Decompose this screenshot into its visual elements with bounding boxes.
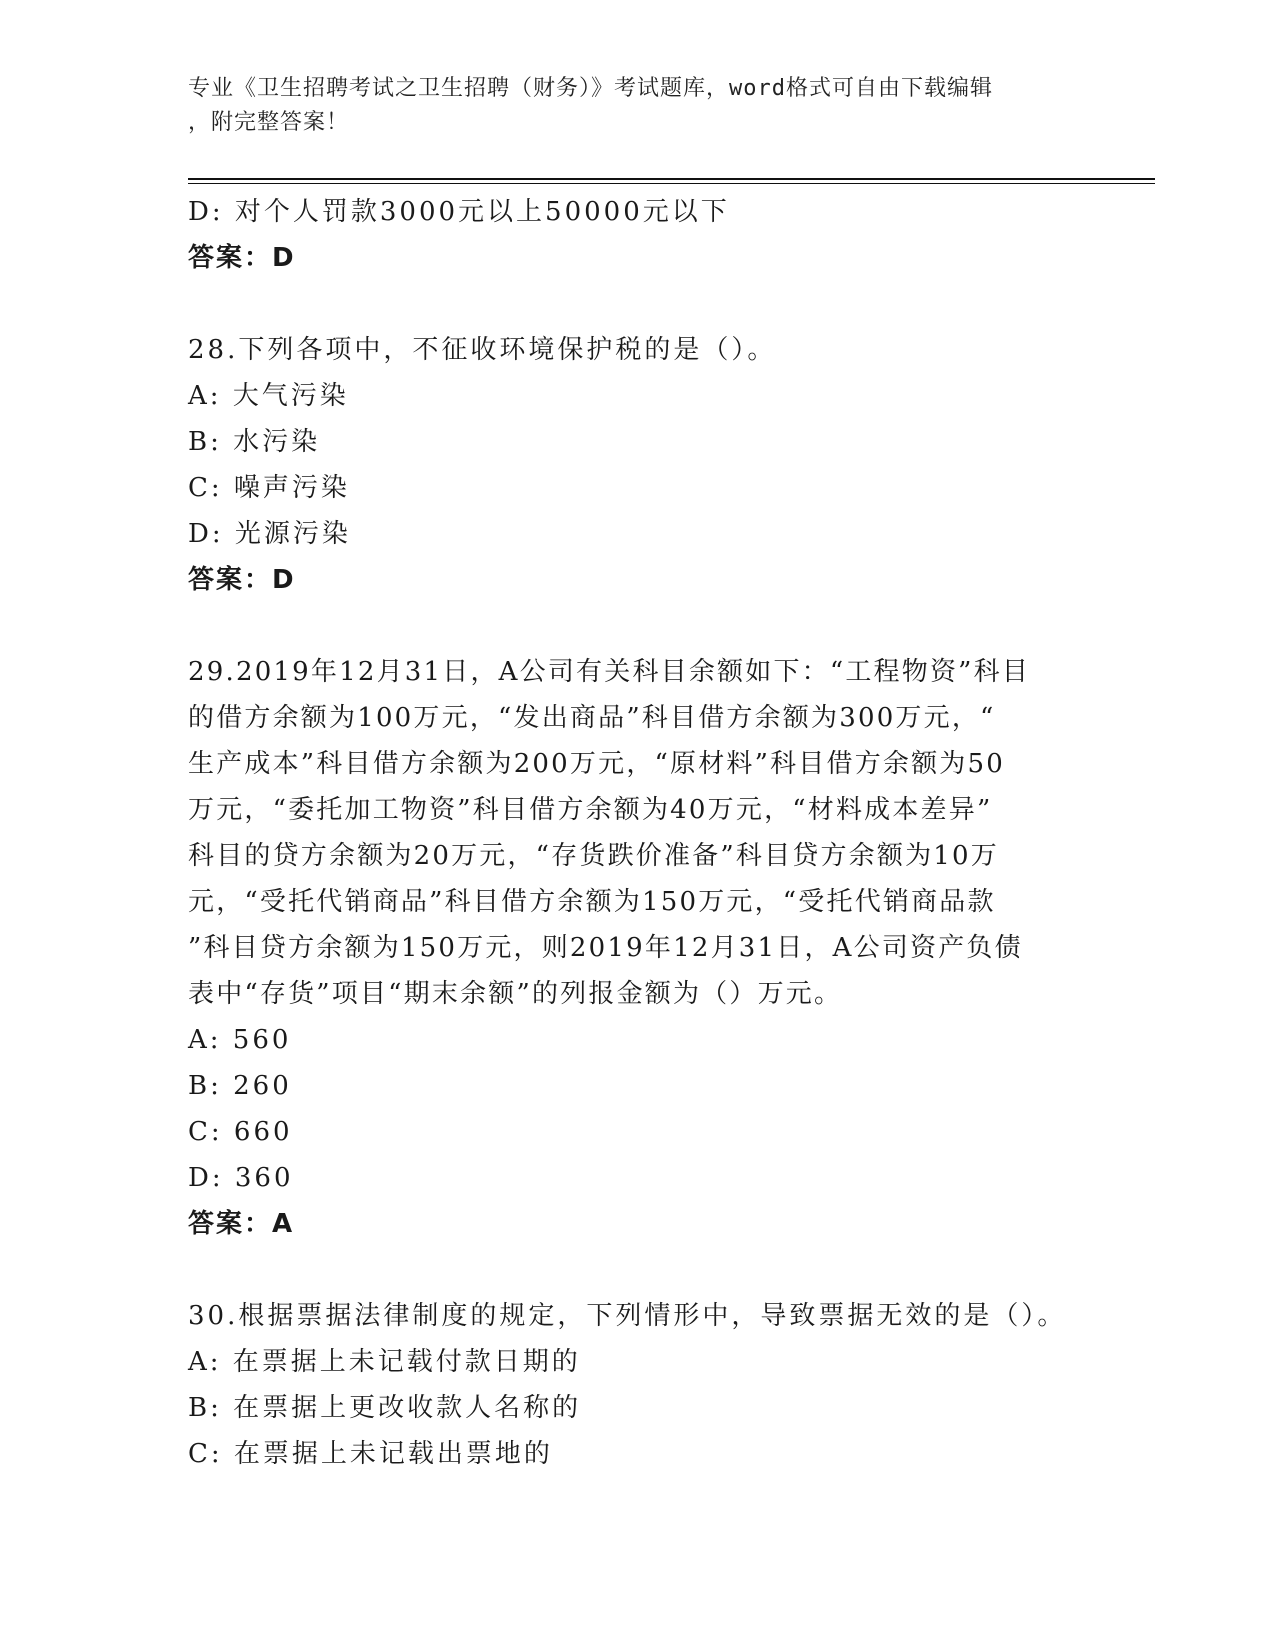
prev-option-d: D: 对个人罚款3000元以上50000元以下 <box>188 197 730 227</box>
option-b: B: 在票据上更改收款人名称的 <box>188 1393 582 1423</box>
question-stem: 28.下列各项中，不征收环境保护税的是（）。 <box>188 335 777 365</box>
option-a: A: 在票据上未记载付款日期的 <box>188 1347 581 1377</box>
stem-line: 科目的贷方余额为20万元，“存货跌价准备”科目贷方余额为10万 <box>188 841 999 871</box>
option-b: B: 260 <box>188 1071 292 1101</box>
spacer <box>188 1247 1088 1293</box>
option-c: C: 噪声污染 <box>188 473 350 503</box>
stem-line: 表中“存货”项目“期末余额”的列报金额为（）万元。 <box>188 979 843 1009</box>
option-d: D: 光源污染 <box>188 519 351 549</box>
stem-line: 生产成本”科目借方余额为200万元，“原材料”科目借方余额为50 <box>188 749 1005 779</box>
stem-line: 29.2019年12月31日，A公司有关科目余额如下：“工程物资”科目 <box>188 657 1031 687</box>
option-a: A: 大气污染 <box>188 381 349 411</box>
stem-line: 元，“受托代销商品”科目借方余额为150万元，“受托代销商品款 <box>188 887 996 917</box>
spacer <box>188 603 1088 649</box>
option-a: A: 560 <box>188 1025 292 1055</box>
option-d: D: 360 <box>188 1163 294 1193</box>
question-stem <box>188 649 1088 1017</box>
header-line-2: ，附完整答案！ <box>188 110 350 135</box>
header-rule-thick <box>188 178 1155 180</box>
stem-line: ”科目贷方余额为150万元，则2019年12月31日，A公司资产负债 <box>188 933 1023 963</box>
answer: 答案：D <box>188 565 296 595</box>
question-content <box>188 189 1088 1477</box>
option-b: B: 水污染 <box>188 427 321 457</box>
question-28 <box>188 327 1088 603</box>
page-header <box>188 72 1068 140</box>
question-30 <box>188 1293 1088 1477</box>
question-29 <box>188 649 1088 1247</box>
stem-line: 的借方余额为100万元，“发出商品”科目借方余额为300万元，“ <box>188 703 996 733</box>
option-c: C: 660 <box>188 1117 293 1147</box>
prev-answer: 答案：D <box>188 243 296 273</box>
stem-line: 万元，“委托加工物资”科目借方余额为40万元，“材料成本差异” <box>188 795 993 825</box>
question-stem: 30.根据票据法律制度的规定，下列情形中，导致票据无效的是（）。 <box>188 1301 1067 1331</box>
header-rule-thin <box>188 183 1155 184</box>
answer: 答案：A <box>188 1209 295 1239</box>
option-c: C: 在票据上未记载出票地的 <box>188 1439 553 1469</box>
header-line-1: 专业《卫生招聘考试之卫生招聘（财务）》考试题库，word格式可自由下载编辑 <box>188 76 993 101</box>
spacer <box>188 281 1088 327</box>
